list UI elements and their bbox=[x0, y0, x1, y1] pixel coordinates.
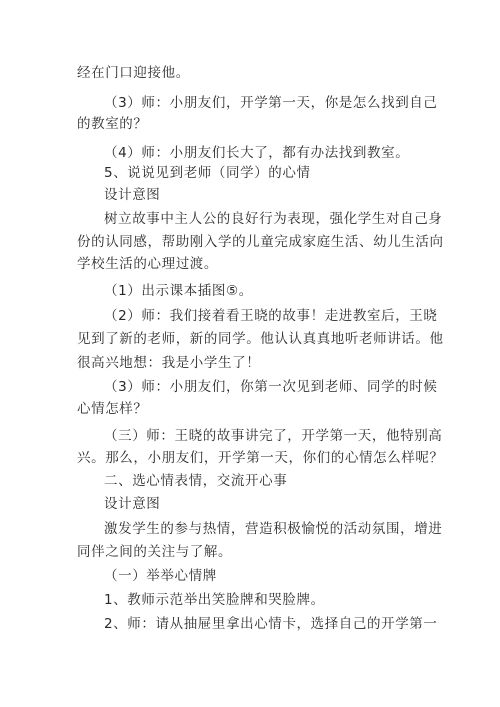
text-line: 很高兴地想：我是小学生了！ bbox=[77, 355, 261, 371]
section-heading: 二、选心情表情，交流开心事 bbox=[104, 473, 288, 489]
text-line: 同伴之间的关注与了解。 bbox=[77, 544, 233, 560]
subheading: 设计意图 bbox=[104, 187, 161, 203]
text-line: 学校生活的心理过渡。 bbox=[77, 256, 218, 272]
text-line: （三）师：王晓的故事讲完了，开学第一天，他特别高 bbox=[104, 428, 443, 444]
text-line: 经在门口迎接他。 bbox=[77, 65, 190, 81]
section-heading: 5、说说见到老师（同学）的心情 bbox=[104, 165, 311, 181]
text-line: （2）师：我们接着看王晓的故事！走进教室后，王晓 bbox=[104, 308, 438, 324]
subheading: 设计意图 bbox=[104, 496, 161, 512]
text-line: 兴。那么，小朋友们，开学第一天，你们的心情怎么样呢？ bbox=[77, 450, 444, 466]
text-line: （3）师：小朋友们，开学第一天，你是怎么找到自己 bbox=[104, 95, 438, 111]
text-line: 2、师：请从抽屉里拿出心情卡，选择自己的开学第一 bbox=[104, 616, 438, 632]
text-line: 的教室的？ bbox=[77, 116, 148, 132]
text-line: （3）师：小朋友们，你第一次见到老师、同学的时候 bbox=[104, 379, 438, 395]
text-line: 见到了新的老师，新的同学。他认认真真地听老师讲话。他 bbox=[77, 331, 444, 347]
text-line: 激发学生的参与热情，营造积极愉悦的活动氛围，增进 bbox=[104, 521, 443, 537]
subheading: （一）举举心情牌 bbox=[104, 568, 217, 584]
text-line: 心情怎样？ bbox=[77, 401, 148, 417]
text-line: 树立故事中主人公的良好行为表现，强化学生对自己身 bbox=[104, 211, 443, 227]
text-line: （1）出示课本插图⑤。 bbox=[104, 283, 253, 299]
text-line: （4）师：小朋友们长大了，都有办法找到教室。 bbox=[104, 145, 410, 161]
text-line: 1、教师示范举出笑脸牌和哭脸牌。 bbox=[104, 592, 325, 608]
text-line: 份的认同感，帮助刚入学的儿童完成家庭生活、幼儿生活向 bbox=[77, 234, 444, 250]
